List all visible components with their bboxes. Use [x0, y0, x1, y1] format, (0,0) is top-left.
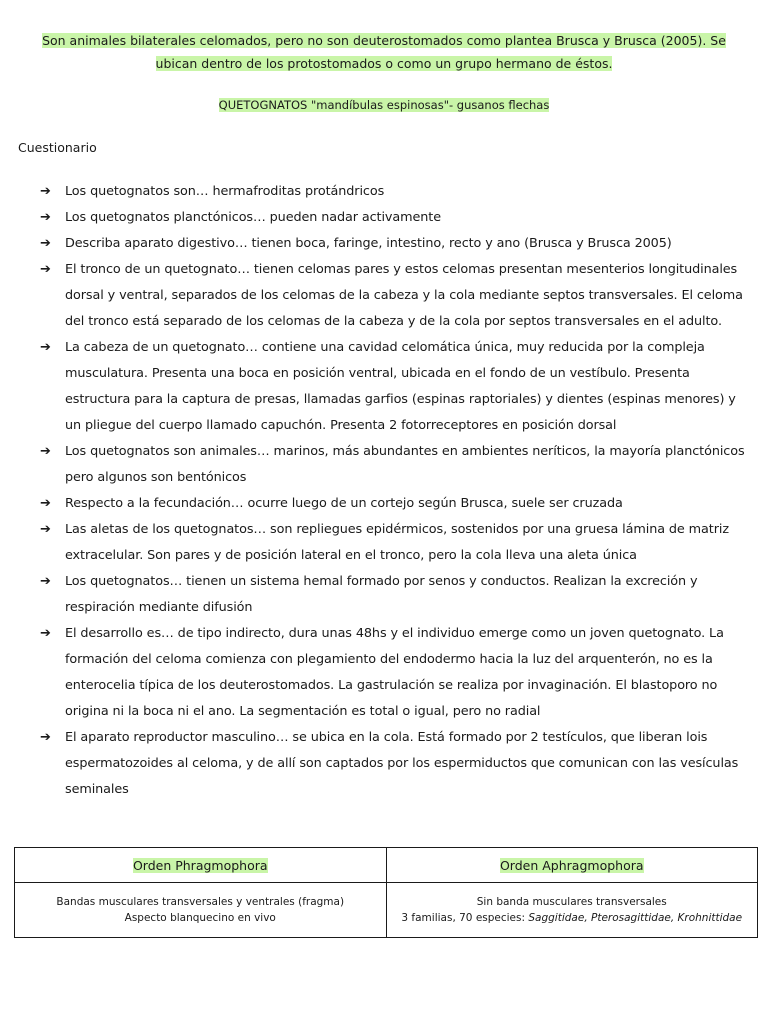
list-item	[40, 231, 748, 257]
list-item	[40, 569, 748, 621]
arrow-right-icon: ➔	[40, 236, 51, 251]
cell-line: Sin banda musculares transversales	[476, 896, 667, 908]
list-item-text: El desarrollo es… de tipo indirecto, dura unas 48hs y el individuo emerge como un joven quetognato. La formación del celoma comienza con plegamiento del endodermo hacia la luz del arquenterón, no es la enterocelia típica de los deuterostomados. La gastrulación se realiza por invaginación. El blastoporo no origina ni la boca ni el ano. La segmentación es total o igual, pero no radial	[65, 626, 724, 719]
cell-phragmophora	[15, 883, 387, 938]
arrow-right-icon: ➔	[40, 626, 51, 641]
list-item	[40, 491, 748, 517]
document-title	[0, 95, 768, 115]
title-text: QUETOGNATOS "mandíbulas espinosas"- gusanos flechas	[218, 98, 550, 112]
list-item-text: Los quetognatos son… hermafroditas protándricos	[65, 184, 385, 199]
list-item	[40, 517, 748, 569]
list-item	[40, 335, 748, 439]
table-header-row	[15, 848, 758, 883]
header-label: Orden Phragmophora	[132, 857, 268, 873]
arrow-right-icon: ➔	[40, 574, 51, 589]
arrow-right-icon: ➔	[40, 444, 51, 459]
list-item-text: Respecto a la fecundación… ocurre luego de un cortejo según Brusca, suele ser cruzada	[65, 496, 623, 511]
orders-table	[14, 847, 758, 938]
intro-text: Son animales bilaterales celomados, pero no son deuterostomados como plantea Brusca y Brusca (2005). Se ubican dentro de los protostomados o como un grupo hermano de éstos.	[42, 33, 726, 71]
list-item	[40, 179, 748, 205]
list-item	[40, 205, 748, 231]
arrow-right-icon: ➔	[40, 184, 51, 199]
arrow-right-icon: ➔	[40, 340, 51, 355]
cell-text: 3 familias, 70 especies:	[401, 912, 529, 924]
list-item-text: Describa aparato digestivo… tienen boca, faringe, intestino, recto y ano (Brusca y Brusca 2005)	[65, 236, 672, 251]
cell-line: Aspecto blanquecino en vivo	[124, 912, 276, 924]
header-cell-phragmophora	[15, 848, 387, 883]
header-cell-aphragmophora	[386, 848, 758, 883]
list-item-text: El tronco de un quetognato… tienen celomas pares y estos celomas presentan mesenterios longitudinales dorsal y ventral, separados de los celomas de la cabeza y la cola mediante septos transversales. El celoma del tronco está separado de los celomas de la cabeza y de la cola por septos transversales en el adulto.	[65, 262, 743, 329]
list-item-text: La cabeza de un quetognato… contiene una cavidad celomática única, muy reducida por la compleja musculatura. Presenta una boca en posición ventral, ubicada en el fondo de un vestíbulo. Presenta estructura para la captura de presas, llamadas garfios (espinas raptoriales) y dientes (espinas menores) y un pliegue del cuerpo llamado capuchón. Presenta 2 fotorreceptores en posición dorsal	[65, 340, 736, 433]
intro-paragraph	[20, 29, 748, 75]
cell-line	[388, 910, 757, 926]
list-item-text: Los quetognatos son animales… marinos, más abundantes en ambientes neríticos, la mayoría planctónicos pero algunos son bentónicos	[65, 444, 745, 485]
list-item-text: Las aletas de los quetognatos… son repliegues epidérmicos, sostenidos por una gruesa lámina de matriz extracelular. Son pares y de posición lateral en el tronco, pero la cola lleva una aleta única	[65, 522, 729, 563]
list-item-text: Los quetognatos planctónicos… pueden nadar activamente	[65, 210, 441, 225]
list-item	[40, 257, 748, 335]
list-item-text: El aparato reproductor masculino… se ubica en la cola. Está formado por 2 testículos, que liberan lois espermatozoides al celoma, y de allí son captados por los espermiductos que comunican con las vesículas seminales	[65, 730, 739, 797]
list-item	[40, 621, 748, 725]
arrow-right-icon: ➔	[40, 210, 51, 225]
arrow-right-icon: ➔	[40, 496, 51, 511]
taxa-names: Saggitidae, Pterosagittidae, Krohnittidae	[528, 912, 743, 924]
section-heading: Cuestionario	[18, 140, 97, 155]
cell-line: Bandas musculares transversales y ventrales (fragma)	[56, 896, 345, 908]
table-row	[15, 883, 758, 938]
list-item	[40, 439, 748, 491]
header-label: Orden Aphragmophora	[499, 857, 644, 873]
list-item	[40, 725, 748, 803]
question-list	[40, 179, 748, 803]
cell-aphragmophora	[386, 883, 758, 938]
arrow-right-icon: ➔	[40, 262, 51, 277]
arrow-right-icon: ➔	[40, 522, 51, 537]
list-item-text: Los quetognatos… tienen un sistema hemal formado por senos y conductos. Realizan la excreción y respiración mediante difusión	[65, 574, 698, 615]
arrow-right-icon: ➔	[40, 730, 51, 745]
